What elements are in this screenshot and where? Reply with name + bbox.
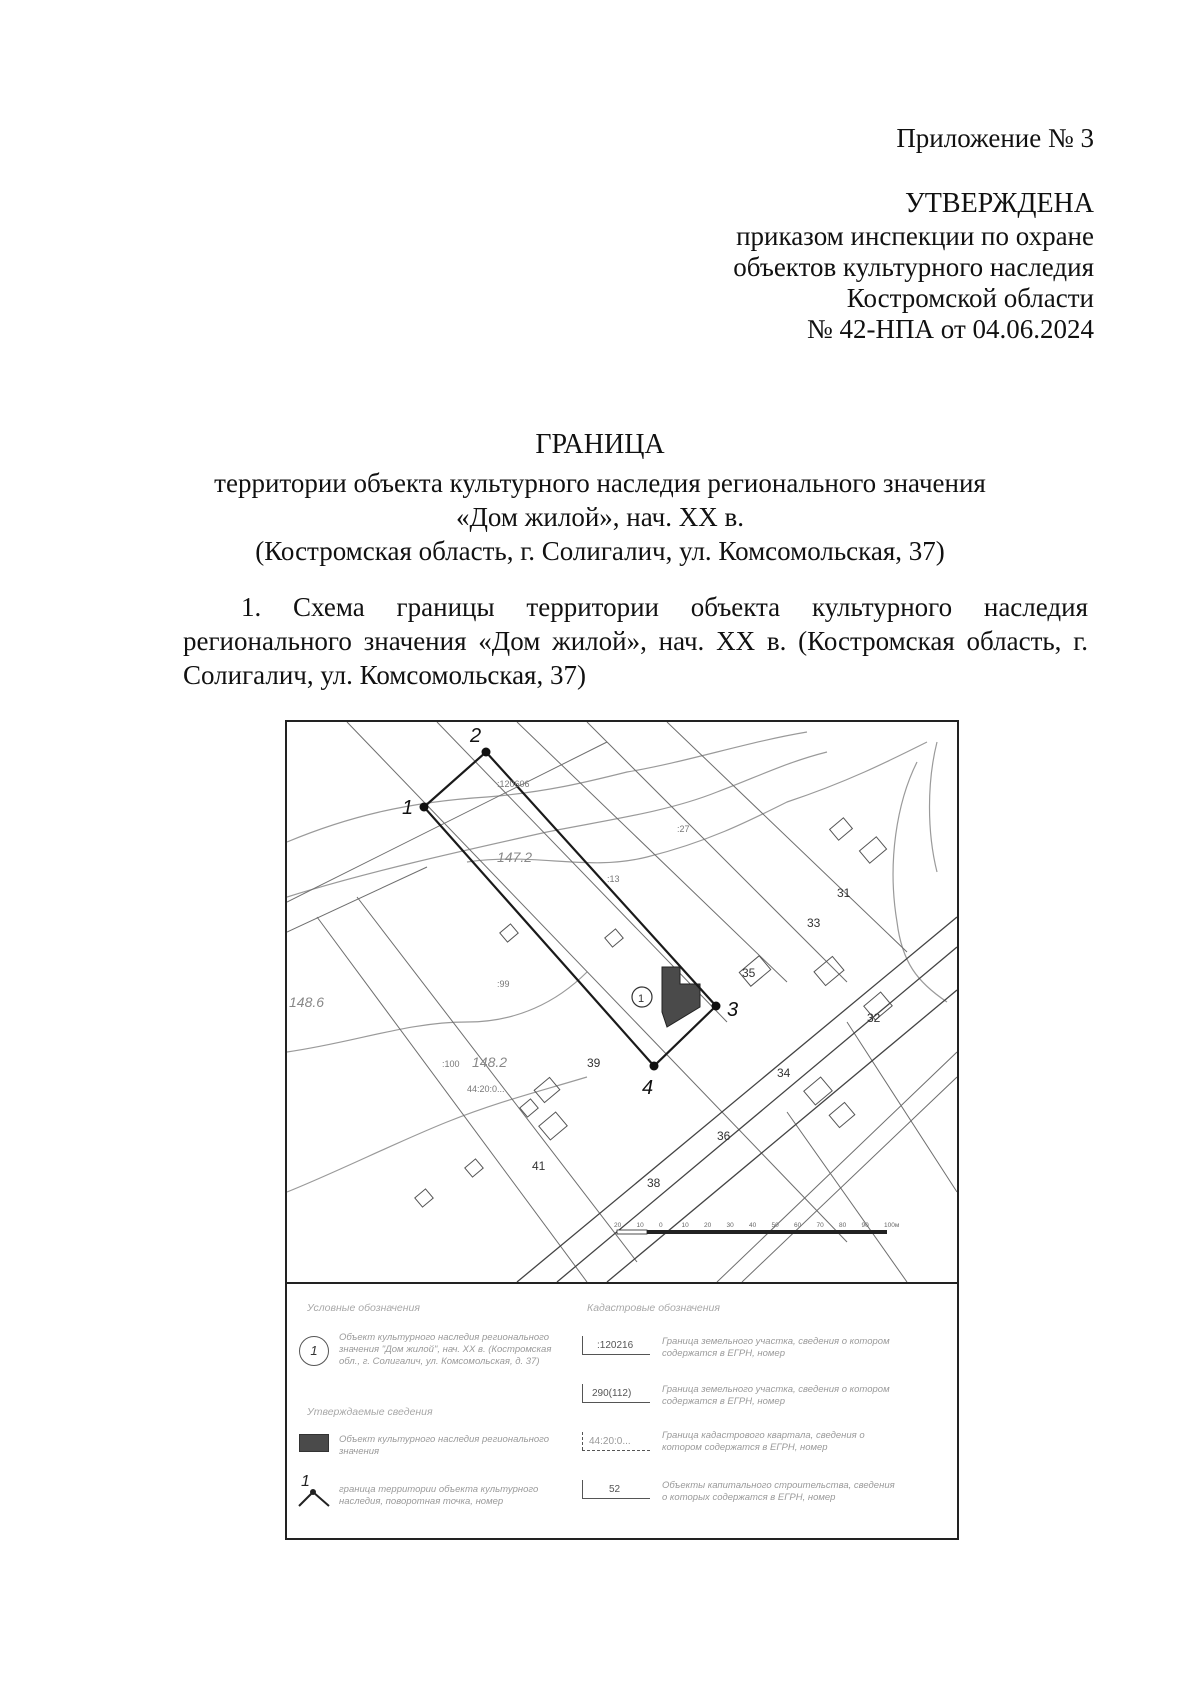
- parcel-label: :13: [607, 874, 620, 884]
- house-number: 34: [777, 1066, 791, 1080]
- house-number: 38: [647, 1176, 661, 1190]
- hatch-legend-text: Объект культурного наследия регионального значения: [339, 1434, 549, 1457]
- title-main: ГРАНИЦА: [535, 429, 665, 460]
- map-svg: [287, 722, 957, 1282]
- parcel-label: 44:20:0...: [467, 1084, 505, 1094]
- elevation-label: 147.2: [497, 849, 533, 865]
- house-number: 36: [717, 1129, 731, 1143]
- boundary-legend-symbol: [297, 1470, 333, 1510]
- point-4: [650, 1062, 659, 1071]
- scale-bar: [614, 1222, 900, 1234]
- legend-item-text: Граница земельного участка, сведения о котором содержатся в ЕГРН, номер: [662, 1384, 890, 1407]
- legend-item-label: 44:20:0...: [589, 1436, 631, 1447]
- scale-tick-label: 90: [861, 1222, 869, 1229]
- legend-heading-left: Условные обозначения: [307, 1302, 420, 1314]
- scale-tick-label: 10: [636, 1222, 644, 1229]
- schema-paragraph: 1. Схема границы территории объекта культурного наследия регионального значения «Дом жилой», нач. XX в. (Костромская область, г. Солигалич, ул. Комсомольская, 37): [183, 592, 1088, 690]
- point-2: [482, 748, 491, 757]
- approval-line: № 42-НПА от 04.06.2024: [807, 314, 1094, 344]
- contour-lines: [287, 732, 947, 1192]
- house-number: 39: [587, 1056, 601, 1070]
- point-label-4: 4: [642, 1077, 654, 1099]
- legend-item-text: Объекты капитального строительства, сведения о которых содержатся в ЕГРН, номер: [662, 1480, 895, 1503]
- house-number: 31: [837, 886, 851, 900]
- scale-tick-label: 10: [681, 1222, 689, 1229]
- point-label-2: 2: [470, 725, 482, 747]
- approval-line: Костромской области: [846, 283, 1094, 313]
- parcel-label: :120606: [497, 779, 530, 789]
- legend-subheading: Утверждаемые сведения: [307, 1406, 433, 1418]
- point-label-1: 1: [402, 797, 414, 819]
- legend-item-text: Граница кадастрового квартала, сведения о котором содержатся в ЕГРН, номер: [662, 1430, 865, 1453]
- scale-tick-label: 20: [614, 1222, 622, 1229]
- scale-tick-label: 100м: [884, 1222, 900, 1229]
- scale-tick-label: 80: [839, 1222, 847, 1229]
- parcel-label: :99: [497, 979, 510, 989]
- elevation-label: 148.2: [472, 1054, 508, 1070]
- parcel-label: :100: [442, 1059, 460, 1069]
- approval-line: объектов культурного наследия: [733, 252, 1094, 282]
- house-number: 32: [867, 1011, 881, 1025]
- title-line: «Дом жилой», нач. XX в.: [456, 502, 744, 532]
- object-legend-text: Объект культурного наследия регионального значения "Дом жилой", нач. XX в. (Костромская обл., г. Солигалич, ул. Комсомольская, д. 37): [339, 1332, 552, 1367]
- scale-tick-label: 40: [749, 1222, 757, 1229]
- point-label-3: 3: [727, 999, 739, 1021]
- house-number: 41: [532, 1159, 546, 1173]
- legend-item-label: :120216: [597, 1340, 634, 1351]
- house-number: 35: [742, 966, 756, 980]
- scale-tick-label: 0: [659, 1222, 663, 1229]
- scale-tick-label: 20: [704, 1222, 712, 1229]
- legend-item-label: 290(112): [592, 1388, 632, 1399]
- parcel-lines: [287, 722, 957, 1282]
- legend-item-text: Граница земельного участка, сведения о котором содержатся в ЕГРН, номер: [662, 1336, 890, 1359]
- scale-tick-label: 50: [771, 1222, 779, 1229]
- approval-block: [733, 188, 1094, 345]
- svg-text:1: 1: [301, 1473, 310, 1490]
- point-3: [712, 1002, 721, 1011]
- map-area: [287, 722, 957, 1284]
- title-line: территории объекта культурного наследия регионального значения: [214, 468, 986, 498]
- boundary-legend-text: граница территории объекта культурного наследия, поворотная точка, номер: [339, 1484, 539, 1507]
- object-legend-symbol: 1: [299, 1336, 329, 1366]
- boundary-map: [285, 720, 959, 1540]
- point-1: [420, 803, 429, 812]
- scale-tick-label: 30: [726, 1222, 734, 1229]
- map-legend: [287, 1284, 957, 1538]
- hatch-legend-symbol: [299, 1434, 329, 1452]
- legend-item-label: 52: [609, 1484, 621, 1495]
- heritage-object: [662, 967, 700, 1027]
- scale-tick-label: 70: [816, 1222, 824, 1229]
- legend-heading-right: Кадастровые обозначения: [587, 1302, 720, 1314]
- approval-line: приказом инспекции по охране: [736, 221, 1094, 251]
- elevation-label: 148.6: [289, 994, 325, 1010]
- object-marker-number: 1: [638, 993, 645, 1005]
- house-number: 33: [807, 916, 821, 930]
- appendix-label: Приложение № 3: [896, 123, 1094, 153]
- approved-heading: УТВЕРЖДЕНА: [904, 188, 1094, 219]
- parcel-label: :27: [677, 824, 690, 834]
- title-line: (Костромская область, г. Солигалич, ул. Комсомольская, 37): [255, 536, 945, 566]
- scale-tick-label: 60: [794, 1222, 802, 1229]
- document-title: [0, 428, 1200, 568]
